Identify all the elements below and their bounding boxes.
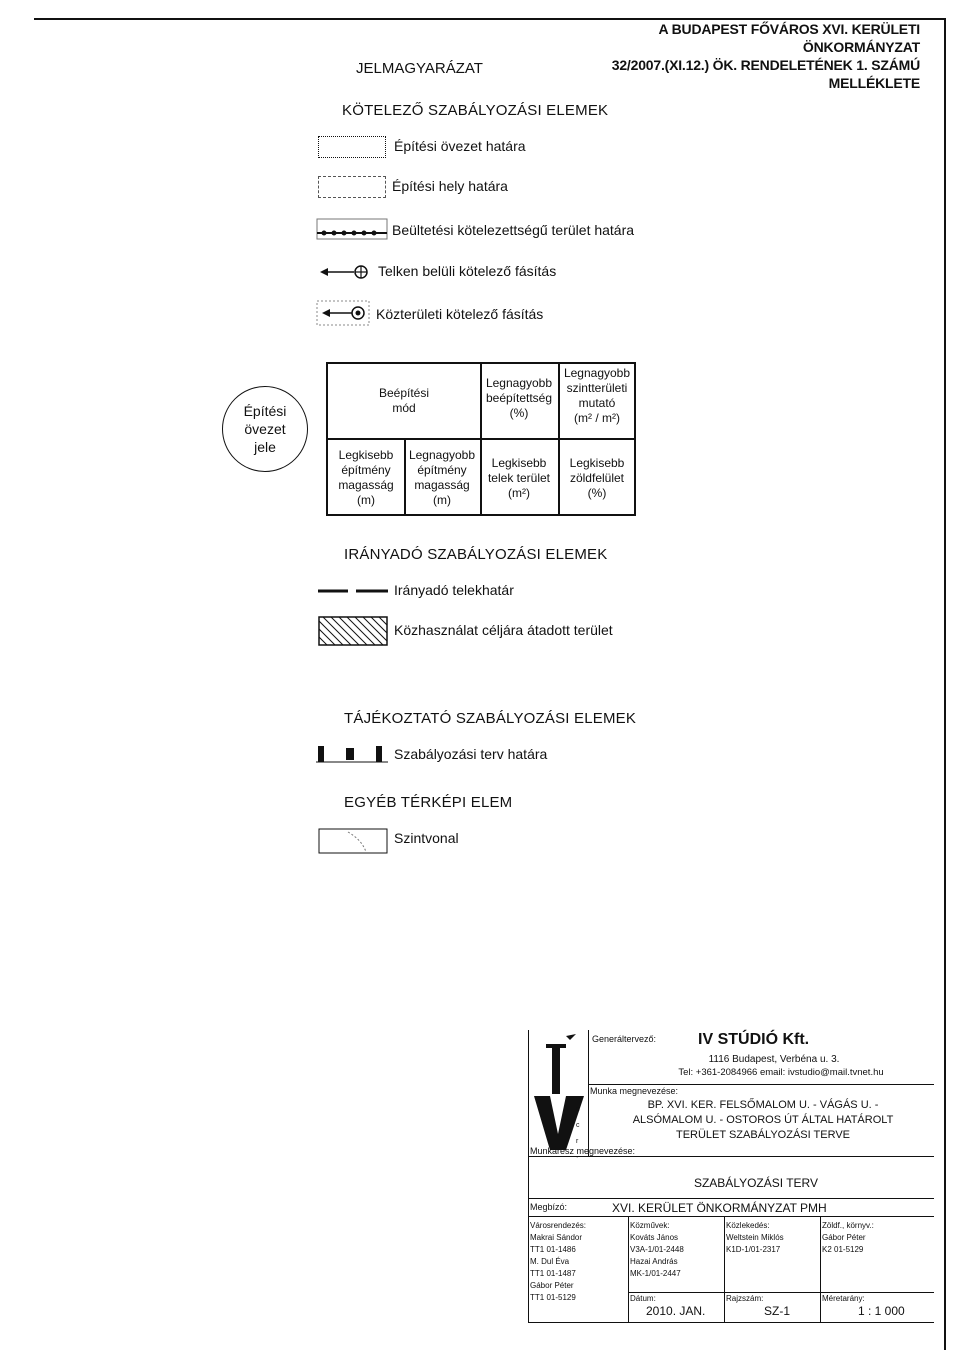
green-design: Zöldf., környv.: Gábor Péter K2 01-5129 [822,1221,874,1254]
scale-label: Méretarány: [822,1294,865,1303]
legend-item-zone-boundary: Építési övezet határa [394,138,526,154]
mandatory-section-title: KÖTELEZŐ SZABÁLYOZÁSI ELEMEK [342,102,609,119]
guiding-plot-line-symbol [318,586,390,596]
legend-item-planting-boundary: Beültetési kötelezettségű terület határa [392,222,635,238]
plan-boundary-symbol [316,744,388,764]
legend-item-plan-boundary: Szabályozási terv határa [394,746,548,762]
plot-tree-symbol [318,262,378,282]
legend-item-public-use: Közhasználat céljára átadott terület [394,622,613,638]
cell-max-coverage: Legnagyobb beépítettség (%) [485,376,553,420]
legend-title: JELMAGYARÁZAT [356,60,483,77]
scale-value: 1 : 1 000 [858,1304,905,1318]
zone-symbol-table [326,362,636,516]
drawing-no-value: SZ-1 [764,1304,791,1318]
logo-letters: o c r · [576,1106,580,1161]
planting-boundary-symbol [316,218,388,240]
part-name: SZABÁLYOZÁSI TERV [693,1176,819,1190]
general-designer-label: Generáltervező: [592,1034,657,1044]
legend-item-public-tree: Közterületi kötelező fásítás [376,306,544,322]
legend-item-building-place: Építési hely határa [392,178,508,194]
transport: Közlekedés: Weltstein Miklós K1D-1/01-2317 [726,1221,784,1254]
zone-symbol-circle [222,386,308,472]
public-use-hatch-symbol [318,616,388,646]
work-name-label: Munka megnevezése: [590,1086,679,1096]
zone-boundary-symbol [318,136,386,158]
company-contact: Tel: +361-2084966 email: ivstudio@mail.tvnet.hu [678,1067,884,1078]
utilities: Közművek: Kováts János V3A-1/01-2448 Hazai András MK-1/01-2447 [630,1221,684,1278]
circle-line-2: övezet [244,421,286,437]
title-block [528,1030,934,1322]
cell-min-plot-area: Legkisebb telek terület (m²) [487,456,551,500]
date-label: Dátum: [630,1294,656,1303]
contour-line-symbol [318,828,388,854]
date-value: 2010. JAN. [646,1304,706,1318]
other-section-title: EGYÉB TÉRKÉPI ELEM [344,794,513,811]
company-address: 1116 Budapest, Verbéna u. 3. [708,1054,840,1065]
part-name-label: Munkarész megnevezése: [530,1146,636,1156]
guiding-section-title: IRÁNYADÓ SZABÁLYOZÁSI ELEMEK [344,546,608,563]
company-name: IV STÚDIÓ Kft. [698,1031,810,1048]
client-name: XVI. KERÜLET ÖNKORMÁNYZAT PMH [612,1201,827,1215]
legend-item-plot-tree: Telken belüli kötelező fásítás [378,263,557,279]
header-line-2: 32/2007.(XI.12.) ÖK. RENDELETÉNEK 1. SZÁMÚ MELLÉKLETE [611,57,920,91]
work-name: BP. XVI. KER. FELSŐMALOM U. - VÁGÁS U. - ALSÓMALOM U. - OSTOROS ÚT ÁLTAL HATÁROLT TERÜLET SZABÁLYOZÁSI TERVE [632,1099,894,1141]
cell-max-height: Legnagyobb építmény magasság (m) [408,448,476,507]
cell-min-green-area: Legkisebb zöldfelület (%) [569,456,625,500]
building-place-symbol [318,176,386,198]
informative-section-title: TÁJÉKOZTATÓ SZABÁLYOZÁSI ELEMEK [344,710,637,727]
client-label: Megbízó: [530,1202,568,1212]
circle-line-3: jele [254,439,276,455]
cell-max-floor-ratio: Legnagyobb szintterületi mutató (m² / m²) [563,366,631,425]
drawing-no-label: Rajzszám: [726,1294,764,1303]
cell-building-mode: Beépítési mód [378,386,430,415]
cell-min-height: Legkisebb építmény magasság (m) [338,448,394,507]
planners: Városrendezés: Makrai Sándor TT1 01-1486 M. Dul Éva TT1 01-1487 Gábor Péter TT1 01-5129 [530,1221,587,1302]
legend-item-guiding-plot: Irányadó telekhatár [394,582,514,598]
header-line-1: A BUDAPEST FŐVÁROS XVI. KERÜLETI ÖNKORMÁNYZAT [658,21,920,55]
public-tree-symbol [316,300,370,326]
circle-line-1: Építési [243,403,287,419]
legend-item-contour: Szintvonal [394,830,459,846]
header [540,20,920,92]
